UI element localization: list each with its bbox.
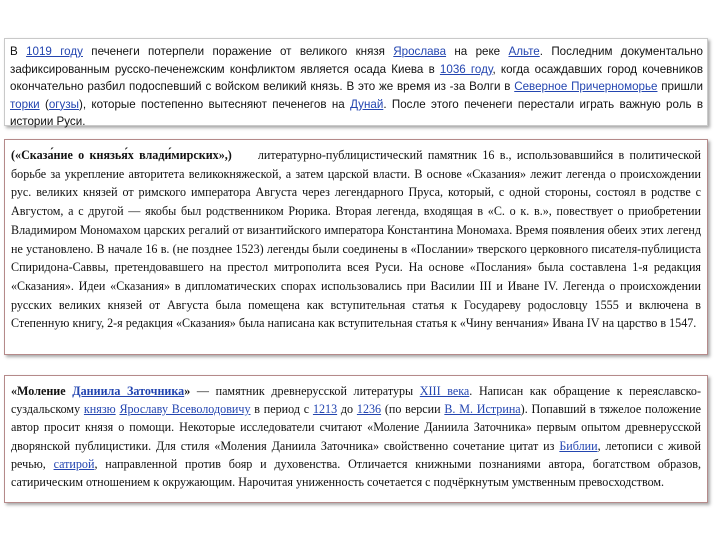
link-istrin[interactable]: В. М. Истрина xyxy=(444,402,521,417)
link-1236[interactable]: 1236 xyxy=(356,402,382,417)
link-yaroslav[interactable]: Ярослава xyxy=(393,45,447,58)
link-1036-year[interactable]: 1036 году xyxy=(439,62,493,76)
text-segment: В xyxy=(10,45,27,58)
text-segment: — памятник древнерусской литературы xyxy=(190,384,420,398)
link-daniil-zatochnik[interactable]: Даниила Заточника xyxy=(72,384,185,398)
text-segment: до xyxy=(337,402,357,417)
molenie-title-end: » xyxy=(184,384,191,398)
pechenegs-paragraph xyxy=(10,43,703,131)
link-torks[interactable]: торки xyxy=(10,97,40,111)
link-xiii-century[interactable]: XIII века xyxy=(419,384,470,398)
link-oghuz[interactable]: огузы xyxy=(48,97,79,111)
text-segment: , направленной против бояр и духовенства. Отличается книжными познаниями автора, богатством образов, сатирическим отношением к окружающим. Нарочитая униженность сочетается с подчёркнутым умственным превосходством. xyxy=(11,456,701,490)
text-segment: на реке xyxy=(446,45,509,58)
text-block-pechenegs xyxy=(4,38,708,126)
text-segment: в период с xyxy=(250,402,313,417)
link-satire[interactable]: сатирой xyxy=(53,456,95,471)
link-yaroslav-vsevolodovich[interactable]: Ярославу Всеволодовичу xyxy=(119,402,251,417)
link-northern-black-sea[interactable]: Северное Причерноморье xyxy=(514,80,658,93)
link-danube[interactable]: Дунай xyxy=(350,97,384,111)
link-prince[interactable]: князю xyxy=(83,402,116,417)
link-1019-year[interactable]: 1019 году xyxy=(26,45,83,58)
text-segment: пришли xyxy=(657,80,703,93)
text-segment: . После этого печенеги перестали играть важную роль в истории Руси. xyxy=(10,97,704,128)
text-segment: ), которые постепенно вытесняют печенегов на xyxy=(78,97,351,111)
skazanie-title: («Сказа́ние о князья́х влади́мирских»,) xyxy=(11,148,232,162)
text-block-molenie xyxy=(4,375,708,503)
skazanie-body: литературно-публицистический памятник 16 в., использовавшийся в политической борьбе за укрепление авторитета великокняжеской, а затем царской власти. В основе «Сказания» лежит легенда о происхождении рус. великих князей от римского императора Августа через легендарного Пруса, который, с одной стороны, состоял в родстве с Августом, а с другой — якобы был родственником Рюрика. Вторая легенда, входящая в «С. о к. в.», повествует о приобретении Владимиром Мономахом царских регалий от византийского императора Константина Мономаха. Время появления обеих этих легенд не установлено. В начале 16 в. (не позднее 1523) легенды были соединены в «Послании» тверского церковного писателя-публициста Спиридона-Саввы, претендовавшего на престол митрополита всея Руси. На основе «Послания» была составлена 1-я редакция «Сказания». Идеи «Сказания» в дипломатических спорах использовались при Василии III и Иване IV. Легенда о происхождении русских великих князей от Августа была помещена как вступительная статья к Государеву родословцу 1555 и включена в Степенную книгу, 2-я редакция «Сказания» была написана как вступительная статья к «Чину венчания» Ивана IV на царство в 1547. xyxy=(11,148,701,331)
text-segment: . Последним документально зафиксированным русско-печенежским конфликтом является осада Киева в xyxy=(10,45,703,76)
text-segment: ). Попавший в тяжелое положение автор просит князя о помощи. Некоторые исследователи считают «Моление Даниила Заточника» первым опытом древнерусской дворянской публицистики. Для стиля «Моления Даниила Заточника» свойственно сочетание цитат из xyxy=(11,402,702,453)
link-1213[interactable]: 1213 xyxy=(312,402,338,417)
text-block-skazanie xyxy=(4,139,708,355)
text-segment: , когда осаждавших город кочевников окончательно разбил подоспевший с войском великий князь. В это же время из -за Волги в xyxy=(10,62,703,93)
text-segment: , летописи с живой речью, xyxy=(11,438,702,471)
text-segment: печенеги потерпели поражение от великого князя xyxy=(82,45,394,58)
link-bible[interactable]: Библии xyxy=(559,438,598,453)
text-segment: ( xyxy=(39,97,49,111)
text-segment: . Написан как обращение к переяславско-суздальскому xyxy=(11,384,701,417)
link-alta[interactable]: Альте xyxy=(508,45,540,58)
text-segment: (по версии xyxy=(381,402,445,417)
molenie-paragraph xyxy=(11,382,701,491)
skazanie-paragraph xyxy=(11,146,701,333)
molenie-title-start: «Моление xyxy=(11,384,73,398)
